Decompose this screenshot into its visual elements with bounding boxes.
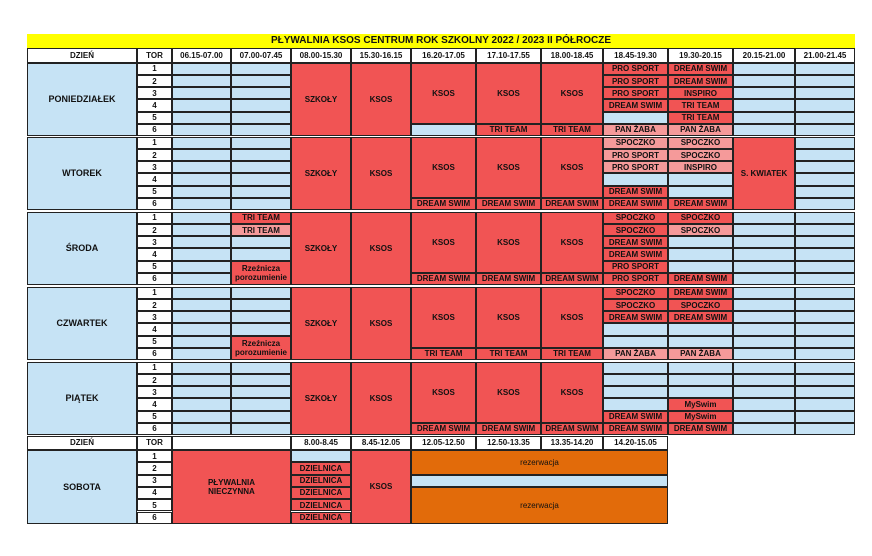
lane-number: 2 <box>137 75 172 87</box>
empty-slot <box>733 348 795 360</box>
activity-block: DREAM SWIM <box>541 423 603 435</box>
activity-block: KSOS <box>351 137 411 210</box>
empty-slot <box>733 75 795 87</box>
empty-slot <box>668 374 733 386</box>
activity-block: TRI TEAM <box>476 124 541 136</box>
lane-number: 4 <box>137 248 172 260</box>
saturday-header-tor-label: TOR <box>137 436 172 450</box>
lane-number: 6 <box>137 423 172 435</box>
day-label: WTOREK <box>27 137 137 210</box>
empty-slot <box>172 212 231 224</box>
lane-number: 3 <box>137 236 172 248</box>
activity-block: DREAM SWIM <box>603 423 668 435</box>
activity-block: DZIELNICA <box>291 499 351 511</box>
activity-block: DREAM SWIM <box>411 198 476 210</box>
empty-slot <box>231 311 291 323</box>
activity-block: TRI TEAM <box>541 124 603 136</box>
empty-slot <box>733 261 795 273</box>
activity-block: DREAM SWIM <box>668 311 733 323</box>
activity-block: PRO SPORT <box>603 87 668 99</box>
empty-slot <box>603 386 668 398</box>
activity-block: TRI TEAM <box>231 224 291 236</box>
activity-block: INSPIRO <box>668 87 733 99</box>
lane-number: 4 <box>137 398 172 410</box>
empty-slot <box>795 186 855 198</box>
empty-slot <box>795 398 855 410</box>
activity-block: DREAM SWIM <box>603 198 668 210</box>
empty-slot <box>231 173 291 185</box>
empty-slot <box>733 112 795 124</box>
pool-closed-block: PŁYWALNIA NIECZYNNA <box>172 450 291 524</box>
activity-block: PAN ŻABA <box>668 124 733 136</box>
activity-block: SPOCZKO <box>603 212 668 224</box>
empty-slot <box>795 411 855 423</box>
header-time-slot: 21.00-21.45 <box>795 48 855 63</box>
empty-slot <box>172 198 231 210</box>
activity-block: KSOS <box>351 63 411 136</box>
empty-slot <box>231 99 291 111</box>
empty-slot <box>795 336 855 348</box>
activity-block: DREAM SWIM <box>668 423 733 435</box>
activity-block: PRO SPORT <box>603 261 668 273</box>
empty-slot <box>172 362 231 374</box>
saturday-header-time-slot: 8.00-8.45 <box>291 436 351 450</box>
empty-slot <box>172 161 231 173</box>
empty-slot <box>795 299 855 311</box>
empty-slot <box>795 63 855 75</box>
day-label-saturday: SOBOTA <box>27 450 137 524</box>
activity-block: DREAM SWIM <box>668 273 733 285</box>
empty-slot <box>231 63 291 75</box>
empty-slot <box>172 273 231 285</box>
empty-slot <box>795 224 855 236</box>
empty-slot <box>733 99 795 111</box>
empty-slot <box>733 224 795 236</box>
lane-number: 6 <box>137 512 172 524</box>
header-time-slot: 19.30-20.15 <box>668 48 733 63</box>
empty-slot <box>733 362 795 374</box>
activity-block: KSOS <box>476 212 541 273</box>
saturday-header-time-slot: 12.05-12.50 <box>411 436 476 450</box>
day-label: ŚRODA <box>27 212 137 285</box>
activity-block: DREAM SWIM <box>541 198 603 210</box>
empty-slot <box>231 137 291 149</box>
empty-slot <box>603 374 668 386</box>
empty-slot <box>733 299 795 311</box>
empty-slot <box>733 336 795 348</box>
activity-block: SPOCZKO <box>668 212 733 224</box>
empty-slot <box>172 63 231 75</box>
lane-number: 2 <box>137 149 172 161</box>
activity-block: TRI TEAM <box>541 348 603 360</box>
lane-number: 4 <box>137 487 172 499</box>
empty-slot <box>231 386 291 398</box>
day-label: PIĄTEK <box>27 362 137 435</box>
activity-block: SPOCZKO <box>668 224 733 236</box>
empty-slot <box>668 186 733 198</box>
activity-block: SZKOŁY <box>291 287 351 360</box>
empty-slot <box>172 348 231 360</box>
empty-slot <box>172 374 231 386</box>
activity-block: DREAM SWIM <box>668 198 733 210</box>
empty-slot <box>795 374 855 386</box>
activity-block: SZKOŁY <box>291 137 351 210</box>
empty-slot <box>795 273 855 285</box>
lane-number: 2 <box>137 224 172 236</box>
saturday-header-day-label: DZIEŃ <box>27 436 137 450</box>
empty-slot <box>172 386 231 398</box>
activity-block: TRI TEAM <box>476 348 541 360</box>
empty-slot <box>172 112 231 124</box>
empty-slot <box>172 287 231 299</box>
empty-slot <box>668 362 733 374</box>
empty-slot <box>231 374 291 386</box>
empty-slot <box>795 287 855 299</box>
empty-slot <box>603 362 668 374</box>
activity-block: KSOS <box>351 450 411 524</box>
empty-slot <box>172 137 231 149</box>
activity-block: PRO SPORT <box>603 75 668 87</box>
empty-slot <box>668 386 733 398</box>
empty-slot <box>733 423 795 435</box>
activity-block: SPOCZKO <box>668 137 733 149</box>
saturday-header-blank <box>172 436 291 450</box>
empty-slot <box>795 99 855 111</box>
empty-slot <box>172 173 231 185</box>
empty-slot <box>795 311 855 323</box>
lane-number: 1 <box>137 137 172 149</box>
activity-block: DREAM SWIM <box>476 273 541 285</box>
activity-block: KSOS <box>541 287 603 348</box>
activity-block: PAN ŻABA <box>668 348 733 360</box>
lane-number: 3 <box>137 386 172 398</box>
activity-block: Rzeźnicza porozumienie <box>231 336 291 360</box>
activity-block: PRO SPORT <box>603 273 668 285</box>
empty-slot <box>603 112 668 124</box>
empty-slot <box>172 423 231 435</box>
empty-slot <box>603 336 668 348</box>
empty-slot <box>172 99 231 111</box>
lane-number: 4 <box>137 323 172 335</box>
header-time-slot: 16.20-17.05 <box>411 48 476 63</box>
empty-slot <box>733 398 795 410</box>
empty-slot <box>231 423 291 435</box>
empty-slot <box>733 63 795 75</box>
empty-slot <box>795 161 855 173</box>
empty-slot <box>231 112 291 124</box>
activity-block: PAN ŻABA <box>603 348 668 360</box>
empty-slot <box>231 149 291 161</box>
empty-slot <box>733 411 795 423</box>
lane-number: 6 <box>137 348 172 360</box>
activity-block: DREAM SWIM <box>411 273 476 285</box>
empty-slot <box>733 124 795 136</box>
empty-slot <box>795 423 855 435</box>
activity-block: KSOS <box>541 212 603 273</box>
reservation-block: rezerwacja <box>411 450 668 475</box>
header-time-slot: 17.10-17.55 <box>476 48 541 63</box>
empty-slot <box>668 236 733 248</box>
empty-slot <box>795 87 855 99</box>
empty-slot <box>795 137 855 149</box>
empty-slot <box>172 411 231 423</box>
activity-block: DREAM SWIM <box>476 198 541 210</box>
empty-slot <box>795 323 855 335</box>
activity-block: KSOS <box>541 63 603 124</box>
empty-slot <box>733 386 795 398</box>
empty-slot <box>172 149 231 161</box>
empty-slot <box>733 323 795 335</box>
empty-slot <box>231 87 291 99</box>
empty-slot <box>231 287 291 299</box>
activity-block: SPOCZKO <box>603 137 668 149</box>
empty-slot <box>733 248 795 260</box>
page-title: PŁYWALNIA KSOS CENTRUM ROK SZKOLNY 2022 / 2023 II PÓŁROCZE <box>27 34 855 48</box>
activity-block: PRO SPORT <box>603 161 668 173</box>
activity-block: Rzeźnicza porozumienie <box>231 261 291 285</box>
lane-number: 1 <box>137 287 172 299</box>
empty-slot <box>795 348 855 360</box>
empty-slot <box>733 311 795 323</box>
lane-number: 3 <box>137 475 172 487</box>
saturday-header-time-slot: 8.45-12.05 <box>351 436 411 450</box>
activity-block: PAN ŻABA <box>603 124 668 136</box>
activity-block: SPOCZKO <box>603 287 668 299</box>
lane-number: 6 <box>137 273 172 285</box>
empty-slot <box>795 386 855 398</box>
activity-block: DREAM SWIM <box>541 273 603 285</box>
activity-block: S. KWIATEK <box>733 137 795 210</box>
empty-slot <box>291 450 351 462</box>
empty-slot <box>795 248 855 260</box>
header-time-slot: 18.45-19.30 <box>603 48 668 63</box>
activity-block: DREAM SWIM <box>603 311 668 323</box>
empty-slot <box>668 336 733 348</box>
empty-slot <box>172 124 231 136</box>
empty-slot <box>172 75 231 87</box>
empty-slot <box>795 236 855 248</box>
empty-slot <box>231 236 291 248</box>
empty-slot <box>668 323 733 335</box>
activity-block: DREAM SWIM <box>668 63 733 75</box>
activity-block: SPOCZKO <box>668 149 733 161</box>
activity-block: KSOS <box>476 137 541 198</box>
activity-block: KSOS <box>541 362 603 423</box>
empty-slot <box>231 411 291 423</box>
empty-slot <box>795 75 855 87</box>
empty-slot <box>172 236 231 248</box>
header-day-label: DZIEŃ <box>27 48 137 63</box>
activity-block: KSOS <box>476 287 541 348</box>
lane-number: 2 <box>137 299 172 311</box>
activity-block: KSOS <box>351 212 411 285</box>
empty-slot <box>231 124 291 136</box>
activity-block: MySwim <box>668 398 733 410</box>
empty-slot <box>795 212 855 224</box>
header-time-slot: 08.00-15.30 <box>291 48 351 63</box>
empty-slot <box>231 362 291 374</box>
activity-block: DREAM SWIM <box>603 99 668 111</box>
empty-slot <box>795 149 855 161</box>
empty-slot <box>733 374 795 386</box>
activity-block: MySwim <box>668 411 733 423</box>
lane-number: 5 <box>137 499 172 511</box>
activity-block: TRI TEAM <box>668 112 733 124</box>
lane-number: 1 <box>137 63 172 75</box>
saturday-header-time-slot: 12.50-13.35 <box>476 436 541 450</box>
header-time-slot: 20.15-21.00 <box>733 48 795 63</box>
lane-number: 5 <box>137 411 172 423</box>
activity-block: KSOS <box>411 287 476 348</box>
empty-slot <box>172 261 231 273</box>
activity-block: KSOS <box>351 287 411 360</box>
activity-block: DZIELNICA <box>291 462 351 474</box>
empty-slot <box>172 248 231 260</box>
lane-number: 5 <box>137 112 172 124</box>
empty-slot <box>231 248 291 260</box>
lane-number: 5 <box>137 261 172 273</box>
header-tor-label: TOR <box>137 48 172 63</box>
day-label: PONIEDZIAŁEK <box>27 63 137 136</box>
empty-slot <box>603 323 668 335</box>
header-time-slot: 06.15-07.00 <box>172 48 231 63</box>
activity-block: SZKOŁY <box>291 362 351 435</box>
activity-block: INSPIRO <box>668 161 733 173</box>
lane-number: 3 <box>137 311 172 323</box>
activity-block: KSOS <box>351 362 411 435</box>
activity-block: DREAM SWIM <box>603 248 668 260</box>
empty-slot <box>733 236 795 248</box>
lane-number: 1 <box>137 212 172 224</box>
header-time-slot: 18.00-18.45 <box>541 48 603 63</box>
empty-slot <box>603 398 668 410</box>
empty-slot <box>231 75 291 87</box>
day-label: CZWARTEK <box>27 287 137 360</box>
lane-number: 3 <box>137 87 172 99</box>
activity-block: DREAM SWIM <box>668 75 733 87</box>
empty-slot <box>172 336 231 348</box>
lane-number: 1 <box>137 362 172 374</box>
activity-block: TRI TEAM <box>411 348 476 360</box>
saturday-header-time-slot: 13.35-14.20 <box>541 436 603 450</box>
empty-slot <box>733 273 795 285</box>
activity-block: TRI TEAM <box>668 99 733 111</box>
empty-slot <box>231 161 291 173</box>
activity-block: KSOS <box>476 362 541 423</box>
empty-slot <box>172 398 231 410</box>
activity-block: SZKOŁY <box>291 212 351 285</box>
empty-slot <box>733 212 795 224</box>
lane-number: 1 <box>137 450 172 462</box>
empty-slot <box>172 186 231 198</box>
empty-slot <box>733 87 795 99</box>
empty-slot <box>795 173 855 185</box>
reservation-block: rezerwacja <box>411 487 668 524</box>
activity-block: SPOCZKO <box>603 299 668 311</box>
activity-block: KSOS <box>476 63 541 124</box>
empty-slot <box>231 398 291 410</box>
empty-slot <box>668 261 733 273</box>
empty-slot <box>795 362 855 374</box>
empty-slot <box>603 173 668 185</box>
activity-block: KSOS <box>411 212 476 273</box>
activity-block: KSOS <box>411 63 476 124</box>
empty-slot <box>795 198 855 210</box>
empty-slot <box>172 299 231 311</box>
empty-slot <box>231 186 291 198</box>
empty-slot <box>231 198 291 210</box>
lane-number: 6 <box>137 198 172 210</box>
activity-block: DREAM SWIM <box>476 423 541 435</box>
lane-number: 5 <box>137 336 172 348</box>
lane-number: 2 <box>137 374 172 386</box>
lane-number: 3 <box>137 161 172 173</box>
empty-slot <box>172 323 231 335</box>
empty-slot <box>172 224 231 236</box>
activity-block: DREAM SWIM <box>603 411 668 423</box>
activity-block: KSOS <box>411 362 476 423</box>
activity-block: KSOS <box>541 137 603 198</box>
empty-slot <box>411 475 668 487</box>
activity-block: SZKOŁY <box>291 63 351 136</box>
empty-slot <box>795 261 855 273</box>
lane-number: 4 <box>137 99 172 111</box>
activity-block: SPOCZKO <box>668 299 733 311</box>
lane-number: 5 <box>137 186 172 198</box>
empty-slot <box>795 124 855 136</box>
empty-slot <box>231 299 291 311</box>
activity-block: DZIELNICA <box>291 487 351 499</box>
activity-block: KSOS <box>411 137 476 198</box>
activity-block: DZIELNICA <box>291 512 351 524</box>
header-time-slot: 07.00-07.45 <box>231 48 291 63</box>
empty-slot <box>795 112 855 124</box>
activity-block: DZIELNICA <box>291 475 351 487</box>
saturday-header-time-slot: 14.20-15.05 <box>603 436 668 450</box>
empty-slot <box>172 311 231 323</box>
activity-block: TRI TEAM <box>231 212 291 224</box>
empty-slot <box>411 124 476 136</box>
empty-slot <box>231 323 291 335</box>
activity-block: DREAM SWIM <box>603 236 668 248</box>
empty-slot <box>733 287 795 299</box>
lane-number: 4 <box>137 173 172 185</box>
activity-block: DREAM SWIM <box>411 423 476 435</box>
header-time-slot: 15.30-16.15 <box>351 48 411 63</box>
activity-block: PRO SPORT <box>603 63 668 75</box>
lane-number: 2 <box>137 462 172 474</box>
empty-slot <box>172 87 231 99</box>
activity-block: PRO SPORT <box>603 149 668 161</box>
activity-block: DREAM SWIM <box>603 186 668 198</box>
activity-block: SPOCZKO <box>603 224 668 236</box>
activity-block: DREAM SWIM <box>668 287 733 299</box>
lane-number: 6 <box>137 124 172 136</box>
empty-slot <box>668 173 733 185</box>
empty-slot <box>668 248 733 260</box>
